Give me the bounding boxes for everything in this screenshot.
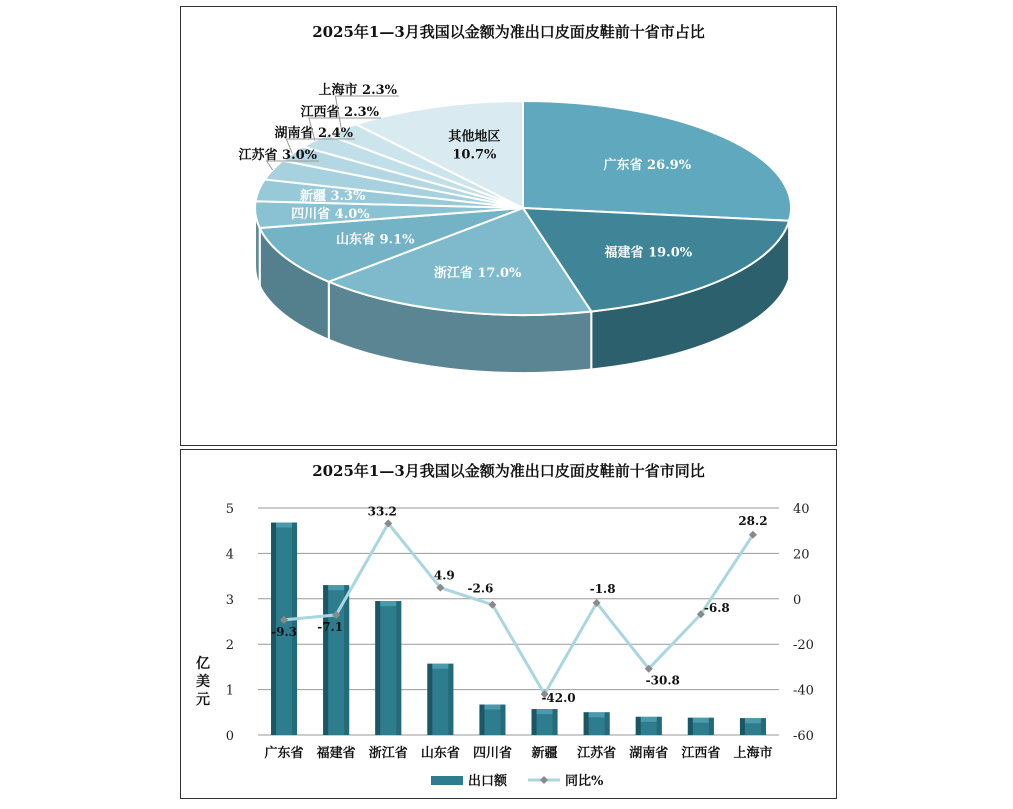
pie-label: 10.7% (452, 147, 497, 163)
x-tick-label: 浙江省 (368, 746, 408, 761)
legend-line-label: 同比% (565, 774, 604, 789)
bar-浙江省 (375, 601, 401, 735)
bar-chart (181, 450, 836, 798)
y2-tick-label: 20 (793, 547, 810, 563)
pie-label: 福建省 19.0% (604, 245, 693, 261)
y-axis-label: 亿 (196, 656, 210, 672)
bar-上海市 (740, 718, 766, 735)
y-axis-label: 美 (196, 674, 210, 690)
x-tick-label: 上海市 (733, 746, 773, 761)
pie-label: 上海市 2.3% (318, 83, 397, 98)
bar-福建省 (323, 585, 349, 735)
pie-chart-panel (180, 6, 837, 446)
x-tick-label: 福建省 (316, 746, 356, 761)
yoy-data-label: 33.2 (367, 504, 397, 519)
bar-江苏省 (584, 712, 610, 735)
y2-tick-label: -20 (793, 638, 814, 654)
yoy-data-label: -2.6 (467, 581, 494, 596)
bar-chart-panel (180, 449, 837, 799)
x-tick-label: 江西省 (681, 746, 721, 761)
x-tick-label: 新疆 (531, 746, 558, 761)
bar-山东省 (427, 664, 453, 735)
yoy-line (284, 523, 753, 694)
bar-湖南省 (636, 717, 662, 735)
bar-新疆 (532, 709, 558, 735)
y-tick-label: 2 (225, 638, 234, 654)
pie-label: 江西省 2.3% (300, 105, 379, 120)
pie-chart-title: 2025年1—3月我国以金额为准出口皮面皮鞋前十省市占比 (312, 23, 705, 41)
y-tick-label: 4 (225, 547, 234, 563)
pie-label: 其他地区 (448, 129, 501, 145)
yoy-data-label: -1.8 (589, 581, 616, 596)
y-tick-label: 1 (225, 683, 234, 699)
yoy-data-label: -42.0 (541, 691, 576, 706)
pie-label: 四川省 4.0% (291, 206, 370, 222)
yoy-data-label: -9.3 (271, 624, 297, 639)
pie-label: 浙江省 17.0% (433, 265, 522, 281)
y2-tick-label: 40 (793, 502, 810, 517)
y2-tick-label: 0 (793, 592, 802, 608)
pie-chart (181, 7, 836, 445)
pie-label: 湖南省 2.4% (274, 126, 353, 141)
x-tick-label: 广东省 (264, 746, 304, 761)
legend-bar-label: 出口额 (468, 774, 508, 789)
yoy-data-label: 28.2 (738, 513, 768, 528)
x-tick-label: 湖南省 (629, 746, 669, 761)
y-tick-label: 3 (225, 592, 234, 608)
y-axis-label: 元 (196, 692, 210, 708)
x-tick-label: 四川省 (472, 746, 512, 761)
legend-bar-swatch (431, 776, 463, 785)
bar-chart-title: 2025年1—3月我国以金额为准出口皮面皮鞋前十省市同比 (312, 462, 705, 480)
yoy-data-label: -6.8 (703, 601, 730, 616)
y2-tick-label: -60 (793, 729, 814, 744)
pie-label: 山东省 9.1% (335, 232, 415, 248)
y-tick-label: 0 (225, 729, 234, 744)
legend (431, 773, 604, 789)
yoy-data-label: 4.9 (433, 568, 455, 583)
bar-四川省 (479, 705, 505, 735)
pie-label: 广东省 26.9% (603, 157, 692, 173)
bar-江西省 (688, 718, 714, 735)
x-tick-label: 江苏省 (577, 746, 617, 761)
yoy-data-label: -30.8 (645, 673, 680, 688)
pie-label: 江苏省 3.0% (238, 148, 317, 163)
yoy-data-label: -7.1 (317, 619, 344, 634)
y-tick-label: 5 (225, 502, 234, 517)
x-tick-label: 山东省 (420, 746, 460, 761)
pie-label: 新疆 3.3% (299, 189, 366, 205)
y2-tick-label: -40 (793, 683, 814, 699)
